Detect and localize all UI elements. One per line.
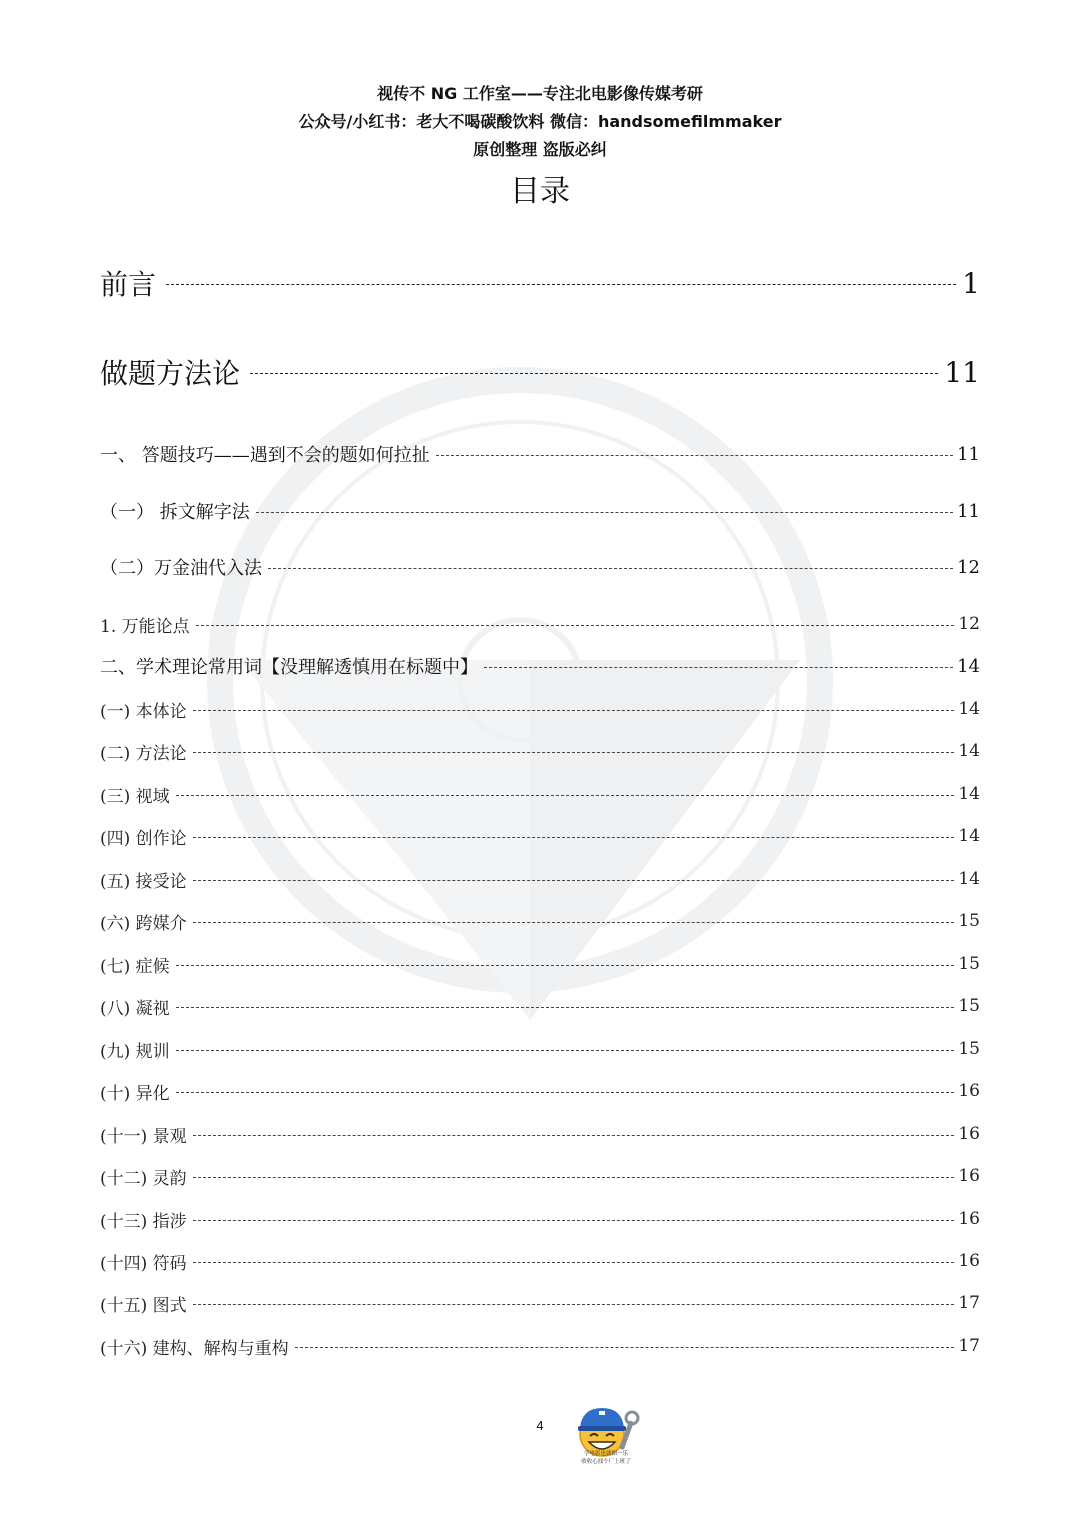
toc-entry-page: 12: [957, 556, 980, 578]
header-copyright-line: 原创整理 盗版必纠: [473, 140, 607, 159]
toc-leader: [193, 752, 955, 753]
toc-entry-label: 一、 答题技巧——遇到不会的题如何拉扯: [100, 445, 430, 466]
toc-entry[interactable]: [100, 993, 980, 1019]
toc-entry-page: 14: [958, 869, 980, 889]
toc-entry[interactable]: [100, 1248, 980, 1274]
toc-entry[interactable]: [100, 497, 980, 525]
toc-leader: [193, 1262, 955, 1263]
toc-entry[interactable]: [100, 738, 980, 764]
toc-entry-label: 前言: [100, 268, 157, 301]
toc-entry[interactable]: [100, 823, 980, 849]
header-studio-line: 视传不 NG 工作室——专注北电影像传媒考研: [377, 84, 703, 103]
toc-entry[interactable]: [100, 1206, 980, 1232]
toc-entry-label: 1. 万能论点: [100, 616, 190, 637]
toc-entry[interactable]: [100, 908, 980, 934]
page-title: 目录: [510, 174, 570, 209]
toc-leader: [193, 1304, 955, 1305]
toc-entry[interactable]: [100, 866, 980, 892]
toc-entry-page: 15: [958, 954, 980, 974]
toc-entry-page: 16: [958, 1251, 980, 1271]
toc-entry-label: 二、学术理论常用词【没理解透慎用在标题中】: [100, 657, 478, 678]
toc-leader: [193, 922, 955, 923]
toc-entry-page: 14: [958, 741, 980, 761]
toc-entry-label: 做题方法论: [100, 357, 241, 390]
toc-entry-page: 12: [958, 614, 980, 634]
toc-entry-label: (三) 视域: [100, 786, 170, 807]
toc-leader: [176, 1007, 955, 1008]
toc-leader: [484, 667, 953, 668]
toc-entry-label: (四) 创作论: [100, 828, 187, 849]
toc-entry-page: 11: [957, 500, 980, 522]
toc-entry[interactable]: [100, 1036, 980, 1062]
toc-entry-label: (九) 规训: [100, 1041, 170, 1062]
toc-entry[interactable]: [100, 696, 980, 722]
toc-entry-label: （二）万金油代入法: [100, 558, 262, 579]
toc-leader: [176, 965, 955, 966]
toc-entry-label: (十二) 灵韵: [100, 1168, 187, 1189]
toc-leader: [268, 568, 953, 569]
toc-entry[interactable]: [100, 1290, 980, 1316]
toc-leader: [193, 1177, 955, 1178]
toc-entry[interactable]: [100, 951, 980, 977]
toc-leader: [176, 795, 955, 796]
toc-leader: [250, 373, 938, 374]
toc-leader: [295, 1347, 955, 1348]
toc-leader: [256, 512, 953, 513]
page-number: 4: [536, 1418, 544, 1433]
toc-leader: [193, 710, 955, 711]
toc-leader: [193, 880, 955, 881]
toc-entry-label: (八) 凝视: [100, 998, 170, 1019]
toc-leader: [196, 625, 955, 626]
toc-entry-page: 17: [958, 1293, 980, 1313]
toc-leader: [176, 1050, 955, 1051]
toc-entry-label: (二) 方法论: [100, 743, 187, 764]
toc-entry[interactable]: [100, 1121, 980, 1147]
mascot-caption-2: 收收心找个厂上班了: [581, 1459, 631, 1465]
toc-entry-label: (七) 症候: [100, 956, 170, 977]
toc-entry[interactable]: [100, 440, 980, 468]
mascot-caption-1: 学电影也就图一乐: [583, 1451, 628, 1457]
toc-entry-page: 14: [958, 699, 980, 719]
toc-entry-page: 14: [958, 784, 980, 804]
toc-entry-page: 17: [958, 1336, 980, 1356]
toc-entry-page: 11: [944, 355, 980, 389]
toc-entry-page: 16: [958, 1209, 980, 1229]
toc-entry-label: （一） 拆文解字法: [100, 502, 250, 523]
toc-leader: [193, 1220, 955, 1221]
toc-entry-label: (十六) 建构、解构与重构: [100, 1338, 289, 1359]
toc-entry[interactable]: [100, 611, 980, 637]
toc-entry[interactable]: [100, 263, 980, 303]
header-contact-line: 公众号/小红书：老大不喝碳酸饮料 微信：handsomefilmmaker: [298, 112, 782, 131]
toc-entry-page: 14: [957, 655, 980, 677]
toc-entry[interactable]: [100, 781, 980, 807]
toc-entry-page: 16: [958, 1166, 980, 1186]
toc-leader: [176, 1092, 955, 1093]
toc-entry-label: (十四) 符码: [100, 1253, 187, 1274]
toc-entry[interactable]: [100, 1163, 980, 1189]
toc-entry[interactable]: [100, 1078, 980, 1104]
toc-leader: [166, 284, 956, 285]
toc-entry-page: 16: [958, 1124, 980, 1144]
toc-entry[interactable]: [100, 553, 980, 581]
toc-entry-label: (一) 本体论: [100, 701, 187, 722]
toc-entry-label: (十五) 图式: [100, 1295, 187, 1316]
toc-entry-page: 15: [958, 1039, 980, 1059]
toc-entry[interactable]: [100, 1333, 980, 1359]
toc-entry[interactable]: [100, 652, 980, 680]
toc-leader: [436, 455, 953, 456]
toc-leader: [193, 1135, 955, 1136]
toc-entry-page: 15: [958, 996, 980, 1016]
toc-entry[interactable]: [100, 352, 980, 392]
toc-entry-label: (十) 异化: [100, 1083, 170, 1104]
toc-entry-label: (六) 跨媒介: [100, 913, 187, 934]
toc-entry-label: (五) 接受论: [100, 871, 187, 892]
toc-entry-page: 16: [958, 1081, 980, 1101]
toc-entry-label: (十一) 景观: [100, 1126, 187, 1147]
toc-entry-label: (十三) 指涉: [100, 1211, 187, 1232]
toc-leader: [193, 837, 955, 838]
toc-entry-page: 1: [962, 266, 980, 300]
toc-entry-page: 11: [957, 443, 980, 465]
toc-entry-page: 15: [958, 911, 980, 931]
toc-entry-page: 14: [958, 826, 980, 846]
